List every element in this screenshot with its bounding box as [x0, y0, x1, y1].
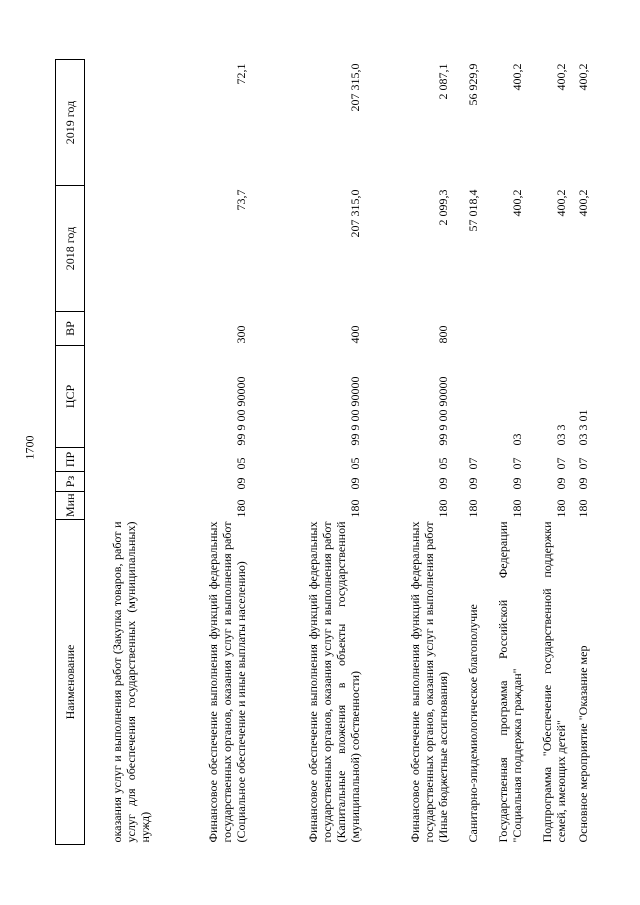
header-row [56, 60, 85, 845]
row-name: Финансовое обеспечение выполнения функций федеральных государственных органов, оказания услуг и выполнения работ (Социальное обеспечение и иные выплаты населению) [205, 521, 248, 843]
row-2019: 56 929,9 [465, 63, 480, 106]
header-min: Мин [56, 492, 85, 520]
row-min: 180 [509, 499, 524, 518]
row-min [85, 492, 157, 520]
rotated-page [55, 60, 590, 845]
row-rz: 09 [233, 477, 248, 490]
row-2018: 207 315,0 [347, 189, 362, 238]
row-vr [485, 312, 529, 346]
row-2019: 72,1 [233, 63, 248, 85]
row-vr: 300 [233, 325, 248, 344]
row-name: Санитарно-эпидемиологическое благополучие [465, 604, 480, 843]
header-vr: ВР [56, 312, 85, 346]
row-name: Подпрограмма "Обеспечение государственной поддержки семей, имеющих детей" [539, 521, 568, 843]
row-name: Финансовое обеспечение выполнения функций федеральных государственных органов, оказания услуг и выполнения работ (Иные бюджетные ассигнования) [407, 521, 450, 843]
table-row [529, 60, 573, 845]
row-vr: 800 [435, 325, 450, 344]
header-2019: 2019 год [56, 60, 85, 186]
row-2019: 400,2 [509, 63, 524, 91]
table-row [253, 60, 367, 845]
row-2019: 400,2 [553, 63, 568, 91]
row-pr: 07 [575, 457, 590, 470]
row-2019: 2 087,1 [435, 63, 450, 100]
row-csr [85, 346, 157, 448]
row-rz: 09 [465, 477, 480, 490]
row-2019 [85, 60, 157, 186]
row-rz: 09 [347, 477, 362, 490]
row-vr [85, 312, 157, 346]
row-min: 180 [465, 499, 480, 518]
row-min: 180 [435, 499, 450, 518]
table-row [367, 60, 455, 845]
row-csr: 99 9 00 90000 [347, 376, 362, 446]
row-csr: 03 [509, 433, 524, 446]
row-2018: 57 018,4 [465, 189, 480, 232]
table-row [85, 60, 157, 845]
row-name [573, 520, 599, 845]
row-2018: 400,2 [575, 189, 590, 217]
row-pr: 05 [435, 457, 450, 470]
table-row [485, 60, 529, 845]
row-rz: 09 [435, 477, 450, 490]
row-2018: 2 099,3 [435, 189, 450, 226]
header-name: Наименование [56, 520, 85, 845]
row-name-text: Основное мероприятие "Оказание мер [575, 645, 590, 843]
budget-table [55, 59, 599, 845]
row-rz: 09 [509, 477, 524, 490]
row-vr [573, 312, 599, 346]
row-2018: 73,7 [233, 189, 248, 211]
row-name: оказания услуг и выполнения работ (Закупка товаров, работ и услуг для обеспечения государственных (муниципальных) нужд) [109, 521, 152, 843]
row-min: 180 [575, 499, 590, 518]
row-csr [455, 346, 485, 448]
row-pr [85, 448, 157, 472]
row-vr [455, 312, 485, 346]
table-row [157, 60, 253, 845]
row-2018: 400,2 [553, 189, 568, 217]
row-csr: 99 9 00 90000 [233, 376, 248, 446]
header-pr: ПР [56, 448, 85, 472]
row-csr: 03 3 01 [575, 409, 590, 446]
row-rz: 09 [575, 477, 590, 490]
row-vr: 400 [347, 325, 362, 344]
row-pr: 07 [509, 457, 524, 470]
page-number: 1700 [22, 435, 37, 460]
header-csr: ЦСР [56, 346, 85, 448]
table-row [455, 60, 485, 845]
row-pr: 07 [465, 457, 480, 470]
row-pr: 07 [553, 457, 568, 470]
row-name: Государственная программа Российской Федерации "Социальная поддержка граждан" [495, 521, 524, 843]
header-2018: 2018 год [56, 186, 85, 312]
row-csr: 99 9 00 90000 [435, 376, 450, 446]
row-rz: 09 [553, 477, 568, 490]
header-rz: Рз [56, 472, 85, 492]
row-pr: 05 [347, 457, 362, 470]
table-row [573, 60, 599, 845]
row-min: 180 [553, 499, 568, 518]
row-min: 180 [233, 499, 248, 518]
row-min: 180 [347, 499, 362, 518]
row-2018: 400,2 [509, 189, 524, 217]
row-vr [529, 312, 573, 346]
row-2019: 400,2 [575, 63, 590, 91]
row-rz [85, 472, 157, 492]
row-2019: 207 315,0 [347, 63, 362, 112]
row-csr: 03 3 [553, 424, 568, 446]
row-2018 [85, 186, 157, 312]
row-name: Финансовое обеспечение выполнения функций федеральных государственных органов, оказания услуг и выполнения работ (Капитальные вложения в объекты государственной (муниципальной) собственности) [305, 521, 362, 843]
row-pr: 05 [233, 457, 248, 470]
